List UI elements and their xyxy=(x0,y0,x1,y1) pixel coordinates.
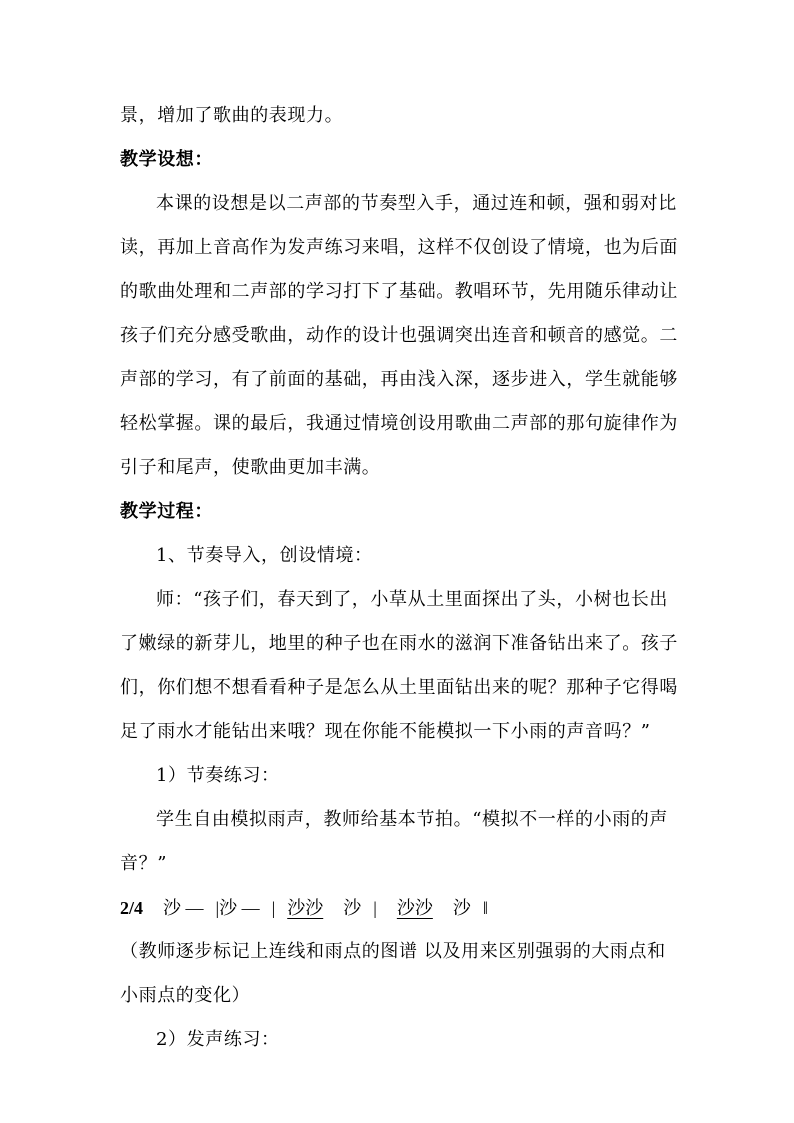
paragraph-line: 孩子们充分感受歌曲，动作的设计也强调突出连音和顿音的感觉。二 xyxy=(120,325,678,346)
bar-line: | xyxy=(271,898,276,918)
paragraph-line: 师：“孩子们，春天到了，小草从土里面探出了头，小树也长出 xyxy=(156,589,668,610)
time-signature: 2/4 xyxy=(120,898,144,918)
sub-step-heading: 2）发声练习： xyxy=(156,1029,280,1050)
paragraph-line: 读，再加上音高作为发声练习来唱，这样不仅创设了情境，也为后面 xyxy=(120,237,678,258)
paragraph-line: 音？” xyxy=(120,853,168,874)
final-bar-line: ‖ xyxy=(482,898,488,918)
section-heading-teaching-process: 教学过程： xyxy=(120,501,213,522)
paragraph-line: 学生自由模拟雨声，教师给基本节拍。“模拟不一样的小雨的声 xyxy=(156,809,668,830)
rhythm-beamed-notes: 沙沙 xyxy=(396,898,433,918)
rhythm-beamed-notes: 沙沙 xyxy=(287,898,324,918)
rhythm-note: 沙 xyxy=(343,898,362,918)
paragraph-line: 景，增加了歌曲的表现力。 xyxy=(120,105,344,126)
rhythm-note: 沙 xyxy=(452,898,471,918)
paragraph-line: 声部的学习，有了前面的基础，再由浅入深，逐步进入，学生就能够 xyxy=(120,369,678,390)
rhythm-measure: 沙 — xyxy=(163,898,204,918)
paragraph-line: 了嫩绿的新芽儿，地里的种子也在雨水的滋润下准备钻出来了。孩子 xyxy=(120,633,678,654)
rhythm-measure: 沙 — xyxy=(219,898,260,918)
paragraph-line: 的歌曲处理和二声部的学习打下了基础。教唱环节，先用随乐律动让 xyxy=(120,281,678,302)
paragraph-line: 本课的设想是以二声部的节奏型入手，通过连和顿，强和弱对比 xyxy=(156,193,677,214)
paragraph-line: 们，你们想不想看看种子是怎么从土里面钻出来的呢？那种子它得喝 xyxy=(120,677,678,698)
sub-step-heading: 1）节奏练习： xyxy=(156,765,280,786)
section-heading-teaching-idea: 教学设想： xyxy=(120,149,213,170)
paragraph-line: 足了雨水才能钻出来哦？现在你能不能模拟一下小雨的声音吗？” xyxy=(120,721,651,742)
paragraph-line: 轻松掌握。课的最后，我通过情境创设用歌曲二声部的那句旋律作为 xyxy=(120,413,678,434)
bar-line: | xyxy=(215,898,220,918)
bar-line: | xyxy=(373,898,377,918)
step-heading: 1、节奏导入，创设情境： xyxy=(156,545,373,566)
paragraph-line: 小雨点的变化） xyxy=(120,985,251,1006)
rhythm-notation xyxy=(120,896,680,920)
paragraph-line: （教师逐步标记上连线和雨点的图谱 以及用来区别强弱的大雨点和 xyxy=(120,941,666,962)
paragraph-line: 引子和尾声，使歌曲更加丰满。 xyxy=(120,457,381,478)
